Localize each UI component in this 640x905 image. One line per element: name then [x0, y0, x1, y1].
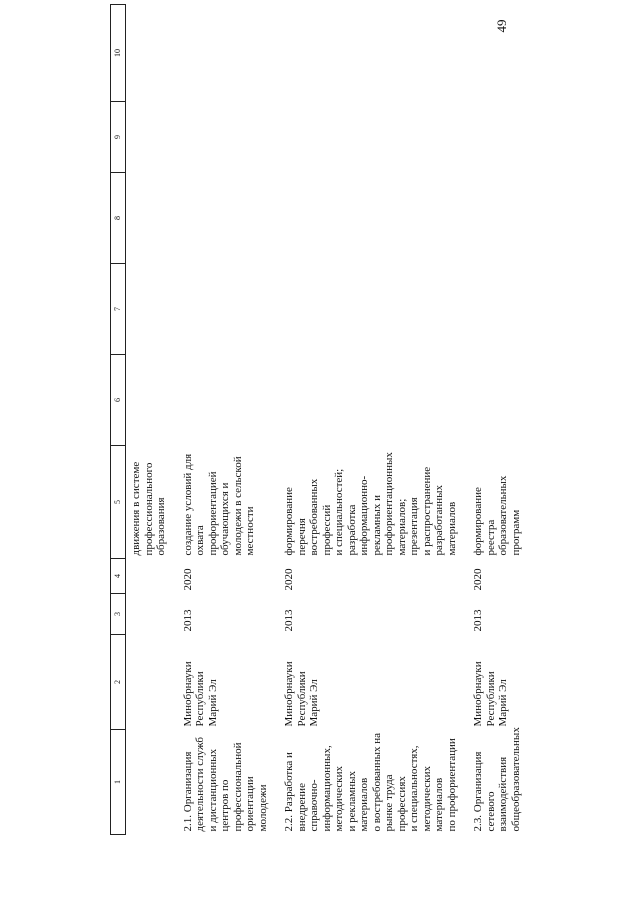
- cell-result: формирование реестра образовательных программ: [472, 475, 522, 556]
- program-table: [110, 4, 532, 835]
- cell-result: создание условий для охвата профориентацией обучающихся и молодежи в сельской местности: [181, 453, 256, 556]
- cell-result: движения в системе профессионального образования: [130, 461, 167, 556]
- col-header-1: 1: [111, 730, 126, 835]
- table-row: [126, 5, 178, 835]
- cell-empty: [126, 102, 178, 173]
- cell-empty: [178, 355, 280, 446]
- col-header-9: 9: [111, 102, 126, 173]
- cell-activity: 2.1. Организация деятельности служб и дистанционных центров по профессиональной ориентации молодежи: [181, 737, 269, 832]
- cell-empty: [468, 5, 532, 102]
- cell-empty: [178, 173, 280, 264]
- cell-end-year: 2020: [472, 568, 484, 591]
- cell-empty: [468, 355, 532, 446]
- cell-empty: [279, 355, 468, 446]
- cell-start-year: 2013: [283, 609, 295, 632]
- table-row: [468, 5, 532, 835]
- cell-empty: [468, 173, 532, 264]
- cell-executor: Минобрнауки Республики Марий Эл: [283, 661, 320, 727]
- cell-end-year: [126, 559, 178, 594]
- cell-empty: [279, 173, 468, 264]
- cell-empty: [178, 102, 280, 173]
- cell-empty: [468, 102, 532, 173]
- cell-result: формирование перечня востребованных профессий и специальностей; разработка информационно- рекламных и профориентационных материалов; презентация и распространение разработанных материалов: [283, 452, 458, 556]
- cell-activity: 2.3. Организация сетевого взаимодействия общеобразовательных: [472, 727, 522, 832]
- cell-activity: [126, 730, 178, 835]
- cell-start-year: 2013: [472, 609, 484, 632]
- col-header-10: 10: [111, 5, 126, 102]
- cell-end-year: 2020: [181, 568, 194, 591]
- col-header-2: 2: [111, 635, 126, 730]
- col-header-6: 6: [111, 355, 126, 446]
- cell-activity: 2.2. Разработка и внедрение справочно- информационных, методических и рекламных материалов о востребованных на рынке труда профессиях и специальностях, методических материалов по профориентации: [283, 732, 458, 832]
- cell-end-year: 2020: [283, 568, 295, 591]
- cell-empty: [279, 102, 468, 173]
- col-header-3: 3: [111, 594, 126, 635]
- cell-empty: [468, 264, 532, 355]
- cell-empty: [279, 264, 468, 355]
- col-header-5: 5: [111, 446, 126, 559]
- cell-executor: [126, 635, 178, 730]
- cell-empty: [279, 5, 468, 102]
- col-header-4: 4: [111, 559, 126, 594]
- table-row: [178, 5, 280, 835]
- col-header-7: 7: [111, 264, 126, 355]
- cell-empty: [178, 5, 280, 102]
- cell-empty: [178, 264, 280, 355]
- table-row: [279, 5, 468, 835]
- cell-empty: [126, 173, 178, 264]
- cell-executor: Минобрнауки Республики Марий Эл: [472, 661, 509, 727]
- cell-start-year: 2013: [181, 609, 194, 632]
- cell-start-year: [126, 594, 178, 635]
- cell-empty: [126, 5, 178, 102]
- cell-empty: [126, 355, 178, 446]
- col-header-8: 8: [111, 173, 126, 264]
- cell-executor: Минобрнауки Республики Марий Эл: [181, 661, 219, 727]
- column-number-row: [111, 5, 126, 835]
- cell-empty: [126, 264, 178, 355]
- page-number: 49: [494, 19, 509, 33]
- rotated-table-sheet: [110, 15, 630, 835]
